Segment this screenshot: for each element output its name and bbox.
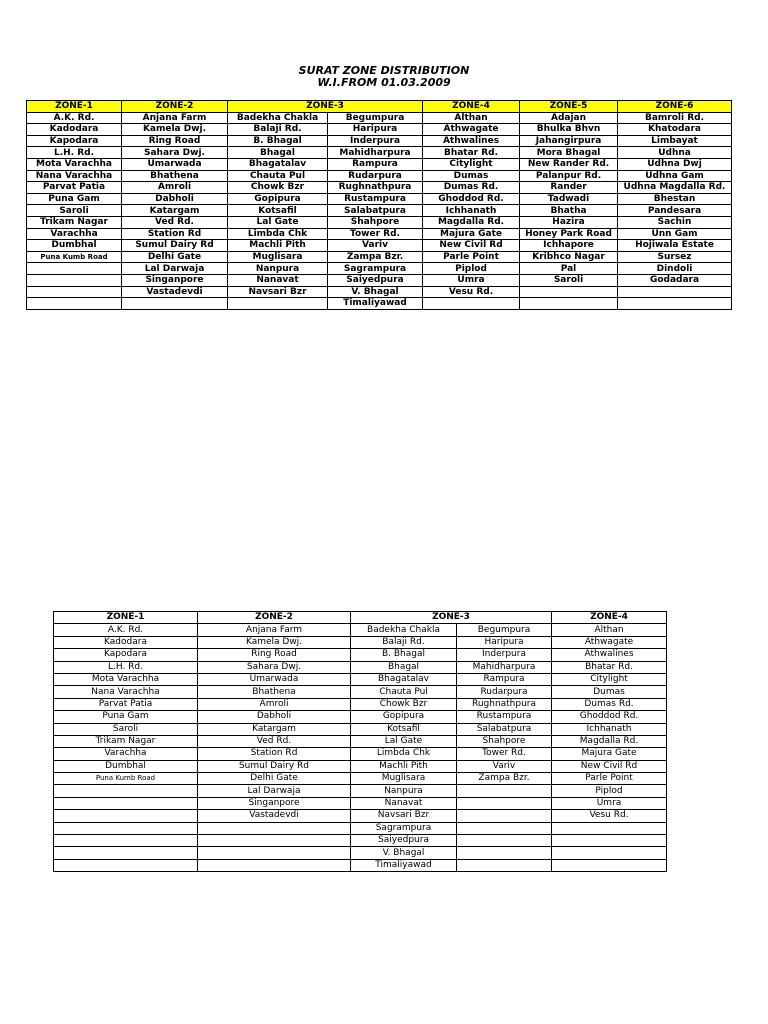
table-cell: Nana Varachha [27,170,122,182]
table-cell: Variv [328,240,423,252]
table-cell: Tower Rd. [457,748,552,760]
table-cell: Bhatar Rd. [423,147,520,159]
table-row [54,686,667,698]
table-cell: Balaji Rd. [351,636,457,648]
zone-header: ZONE-1 [54,612,198,624]
table-cell: Navsari Bzr [228,286,328,298]
table-cell: Khatodara [618,124,732,136]
table-row [54,822,667,834]
table-cell: Trikam Nagar [27,216,122,228]
table-cell: Udhna Gam [618,170,732,182]
table-cell: Sursez [618,251,732,263]
table-cell: Ring Road [198,649,351,661]
table-cell: Machli Pith [351,760,457,772]
table-cell: Chauta Pul [351,686,457,698]
table-cell: Badekha Chakla [351,624,457,636]
table-cell: Magdalla Rd. [423,216,520,228]
table-cell: Mora Bhagal [520,147,618,159]
table-row [27,274,732,286]
zone-table-yellow [26,100,732,310]
table-cell: Nanpura [351,785,457,797]
table-cell: Saroli [54,723,198,735]
table-cell: Udhna [618,147,732,159]
table-row [54,723,667,735]
table-cell: Bhathena [122,170,228,182]
table-cell: Rampura [457,673,552,685]
table-cell: Umra [552,797,667,809]
table-cell: Althan [552,624,667,636]
table-cell: Ichhapore [520,240,618,252]
table-cell: Katargam [198,723,351,735]
table-row [54,797,667,809]
table-cell: Hazira [520,216,618,228]
zone-header: ZONE-1 [27,101,122,113]
table-cell: Singanpore [122,274,228,286]
table-cell [54,859,198,871]
table-cell: Nanavat [228,274,328,286]
zone-header: ZONE-5 [520,101,618,113]
table-cell: Vastadevdi [198,810,351,822]
header-row [27,101,732,113]
table-cell: Dindoli [618,263,732,275]
table-cell: Vesu Rd. [552,810,667,822]
table-cell: Rudarpura [328,170,423,182]
table-cell: Inderpura [457,649,552,661]
table-cell: Zampa Bzr. [457,773,552,785]
table-cell: Kapodara [27,135,122,147]
table-cell: Honey Park Road [520,228,618,240]
table-row [54,760,667,772]
table-cell: Sagrampura [328,263,423,275]
table-row [54,785,667,797]
table-cell: Rughnathpura [328,182,423,194]
table-cell: Althan [423,112,520,124]
table-cell: Varachha [54,748,198,760]
table-row [27,240,732,252]
table-cell [198,822,351,834]
table-cell [423,298,520,310]
table-row [54,810,667,822]
table-cell: Begumpura [457,624,552,636]
table-row [54,624,667,636]
table-cell: Umarwada [122,158,228,170]
table-cell: Kotsafil [228,205,328,217]
table-cell: Sumul Dairy Rd [122,240,228,252]
table-cell: L.H. Rd. [27,147,122,159]
table-cell: Rustampura [457,711,552,723]
table-cell: Udhna Dwj [618,158,732,170]
table-cell: Dumas [423,170,520,182]
table-cell: Sumul Dairy Rd [198,760,351,772]
table-cell: Rustampura [328,193,423,205]
table-cell: Hojiwala Estate [618,240,732,252]
table-cell [457,797,552,809]
table-row [27,112,732,124]
table-cell: Inderpura [328,135,423,147]
table-cell: Delhi Gate [198,773,351,785]
table-row [27,147,732,159]
table-cell: Amroli [198,698,351,710]
table-cell: Dumas Rd. [423,182,520,194]
table-cell [618,298,732,310]
table-cell: Nanpura [228,263,328,275]
table-cell: Haripura [457,636,552,648]
table-cell: Dumbhal [27,240,122,252]
table-cell: Rampura [328,158,423,170]
zone-header: ZONE-2 [122,101,228,113]
table-row [27,251,732,263]
table-cell: Sachin [618,216,732,228]
table-cell: Saiyedpura [351,835,457,847]
table-cell [27,263,122,275]
table-cell: Katargam [122,205,228,217]
table-cell: Palanpur Rd. [520,170,618,182]
table-cell: Rughnathpura [457,698,552,710]
table-cell: Lal Darwaja [122,263,228,275]
table-cell: Sagrampura [351,822,457,834]
zone-header: ZONE-4 [423,101,520,113]
table-cell: Athwalines [423,135,520,147]
table-cell: Kribhco Nagar [520,251,618,263]
table-row [54,847,667,859]
table-cell: Mahidharpura [328,147,423,159]
table-cell [457,859,552,871]
table-cell: Sahara Dwj. [198,661,351,673]
table-cell: Puna Gam [27,193,122,205]
table-cell [457,847,552,859]
table-cell: Majura Gate [552,748,667,760]
table-cell: Tower Rd. [328,228,423,240]
table-cell: Station Rd [122,228,228,240]
table-cell: Rander [520,182,618,194]
table-cell: Athwagate [423,124,520,136]
zone-header: ZONE-4 [552,612,667,624]
table-cell: Anjana Farm [122,112,228,124]
table-cell: Parle Point [552,773,667,785]
table-row [27,263,732,275]
table-cell: Rudarpura [457,686,552,698]
table-cell: Badekha Chakla [228,112,328,124]
table-row [54,773,667,785]
table-cell: V. Bhagal [328,286,423,298]
table-cell: Dumas [552,686,667,698]
table-row [54,859,667,871]
table-cell: Vesu Rd. [423,286,520,298]
table-cell: Parvat Patia [27,182,122,194]
table-cell [520,298,618,310]
table-cell: Piplod [423,263,520,275]
table-row [27,298,732,310]
table-cell: Ring Road [122,135,228,147]
table-cell: Citylight [423,158,520,170]
table-cell: Gopipura [228,193,328,205]
table-row [27,228,732,240]
table-cell: Gopipura [351,711,457,723]
table-cell: Shahpore [328,216,423,228]
table-cell [457,835,552,847]
table-cell: Unn Gam [618,228,732,240]
table-cell: B. Bhagal [351,649,457,661]
table-cell: Athwalines [552,649,667,661]
table-row [54,748,667,760]
table-cell: Godadara [618,274,732,286]
table-cell [54,822,198,834]
table-cell: Saroli [520,274,618,286]
zone-table-plain [53,611,667,872]
table-cell [457,822,552,834]
zone-header: ZONE-3 [351,612,552,624]
table-cell: Bhathena [198,686,351,698]
table-cell: Parle Point [423,251,520,263]
table-cell: A.K. Rd. [54,624,198,636]
table-cell [552,859,667,871]
table-cell: Dabholi [198,711,351,723]
table-cell: Majura Gate [423,228,520,240]
table-cell: Machli Pith [228,240,328,252]
table-cell: Kadodara [27,124,122,136]
table-row [27,182,732,194]
table-cell: V. Bhagal [351,847,457,859]
zone-header: ZONE-6 [618,101,732,113]
zone-header: ZONE-3 [228,101,423,113]
table-cell: Timaliyawad [328,298,423,310]
table-cell: Bamroli Rd. [618,112,732,124]
table-row [27,135,732,147]
table-cell [54,810,198,822]
table-cell: Amroli [122,182,228,194]
table-cell [54,847,198,859]
table-cell: Bhatha [520,205,618,217]
table-cell: Tadwadi [520,193,618,205]
table-row [27,124,732,136]
table-cell: Haripura [328,124,423,136]
table-cell: Citylight [552,673,667,685]
table-cell: Limbayat [618,135,732,147]
table-cell [27,286,122,298]
table-cell: Bhagal [351,661,457,673]
table-cell: Mota Varachha [27,158,122,170]
table-row [54,673,667,685]
table-cell [54,785,198,797]
table-cell: Umra [423,274,520,286]
table-cell: Piplod [552,785,667,797]
table-cell: Varachha [27,228,122,240]
table-cell: Limbda Chk [228,228,328,240]
table-cell [552,847,667,859]
table-row [27,193,732,205]
table-cell: B. Bhagal [228,135,328,147]
table-cell: Lal Darwaja [198,785,351,797]
table-cell: Jahangirpura [520,135,618,147]
table-cell [552,835,667,847]
zone-header: ZONE-2 [198,612,351,624]
table-cell: Bhestan [618,193,732,205]
table-cell: Nanavat [351,797,457,809]
table-cell: Ichhanath [552,723,667,735]
table-cell: Ved Rd. [198,735,351,747]
table-cell: Variv [457,760,552,772]
table-row [54,835,667,847]
table-cell: Ghoddod Rd. [423,193,520,205]
table-cell: Anjana Farm [198,624,351,636]
table-row [54,711,667,723]
table-cell: Chowk Bzr [351,698,457,710]
table-cell: Chauta Pul [228,170,328,182]
table-cell: Delhi Gate [122,251,228,263]
table-cell [198,859,351,871]
table-cell: Lal Gate [228,216,328,228]
table-cell: Limbda Chk [351,748,457,760]
table-cell: Kadodara [54,636,198,648]
table-row [27,286,732,298]
page-subtitle: W.I.FROM 01.03.2009 [317,76,451,89]
table-row [27,216,732,228]
table-cell: Vastadevdi [122,286,228,298]
table-cell: Umarwada [198,673,351,685]
table-cell: Dumas Rd. [552,698,667,710]
table-cell: Puna Kumb Road [27,251,122,263]
table-row [27,205,732,217]
table-row [54,698,667,710]
table-cell [27,298,122,310]
table-cell: Muglisara [228,251,328,263]
table-cell: Navsari Bzr [351,810,457,822]
table-cell: Ichhanath [423,205,520,217]
table-cell: Shahpore [457,735,552,747]
table-cell: Bhagatalav [228,158,328,170]
table-cell: Balaji Rd. [228,124,328,136]
table-cell [27,274,122,286]
table-cell: Saroli [27,205,122,217]
table-cell: Bhulka Bhvn [520,124,618,136]
table-cell: Chowk Bzr [228,182,328,194]
table-cell: Parvat Patia [54,698,198,710]
table-cell: Dabholi [122,193,228,205]
table-cell: Adajan [520,112,618,124]
table-cell: Salabatpura [328,205,423,217]
table-cell [618,286,732,298]
table-cell: Bhagal [228,147,328,159]
table-cell: New Civil Rd [423,240,520,252]
table-cell [520,286,618,298]
table-cell: New Civil Rd [552,760,667,772]
table-cell: New Rander Rd. [520,158,618,170]
table-cell: Kapodara [54,649,198,661]
table-row [27,170,732,182]
table-cell [228,298,328,310]
table-cell: Athwagate [552,636,667,648]
table-cell [54,835,198,847]
header-row [54,612,667,624]
table-cell: Udhna Magdalla Rd. [618,182,732,194]
table-cell [54,797,198,809]
table-cell [122,298,228,310]
table-cell [198,835,351,847]
table-row [54,636,667,648]
table-cell [198,847,351,859]
table-cell: Puna Kumb Road [54,773,198,785]
table-cell: Pandesara [618,205,732,217]
table-cell: Pal [520,263,618,275]
table-cell: Magdalla Rd. [552,735,667,747]
table-cell: Muglisara [351,773,457,785]
table-cell: Mota Varachha [54,673,198,685]
table-cell: Ghoddod Rd. [552,711,667,723]
table-cell: Kamela Dwj. [122,124,228,136]
table-row [54,735,667,747]
page-title: SURAT ZONE DISTRIBUTION [298,64,470,77]
table-cell [457,810,552,822]
table-cell: Begumpura [328,112,423,124]
table-cell: Salabatpura [457,723,552,735]
table-cell: Bhatar Rd. [552,661,667,673]
table-cell: Trikam Nagar [54,735,198,747]
table-cell: Bhagatalav [351,673,457,685]
table-cell: Dumbhal [54,760,198,772]
table-row [27,158,732,170]
table-cell: Lal Gate [351,735,457,747]
table-cell: Station Rd [198,748,351,760]
table-row [54,649,667,661]
table-cell: Mahidharpura [457,661,552,673]
table-cell: Saiyedpura [328,274,423,286]
table-cell: A.K. Rd. [27,112,122,124]
table-cell [457,785,552,797]
table-cell: L.H. Rd. [54,661,198,673]
table-cell: Sahara Dwj. [122,147,228,159]
table-cell: Zampa Bzr. [328,251,423,263]
table-cell: Ved Rd. [122,216,228,228]
table-cell: Kotsafil [351,723,457,735]
table-cell: Nana Varachha [54,686,198,698]
table-cell: Singanpore [198,797,351,809]
table-cell: Puna Gam [54,711,198,723]
table-cell [552,822,667,834]
table-cell: Timaliyawad [351,859,457,871]
table-row [54,661,667,673]
table-cell: Kamela Dwj. [198,636,351,648]
